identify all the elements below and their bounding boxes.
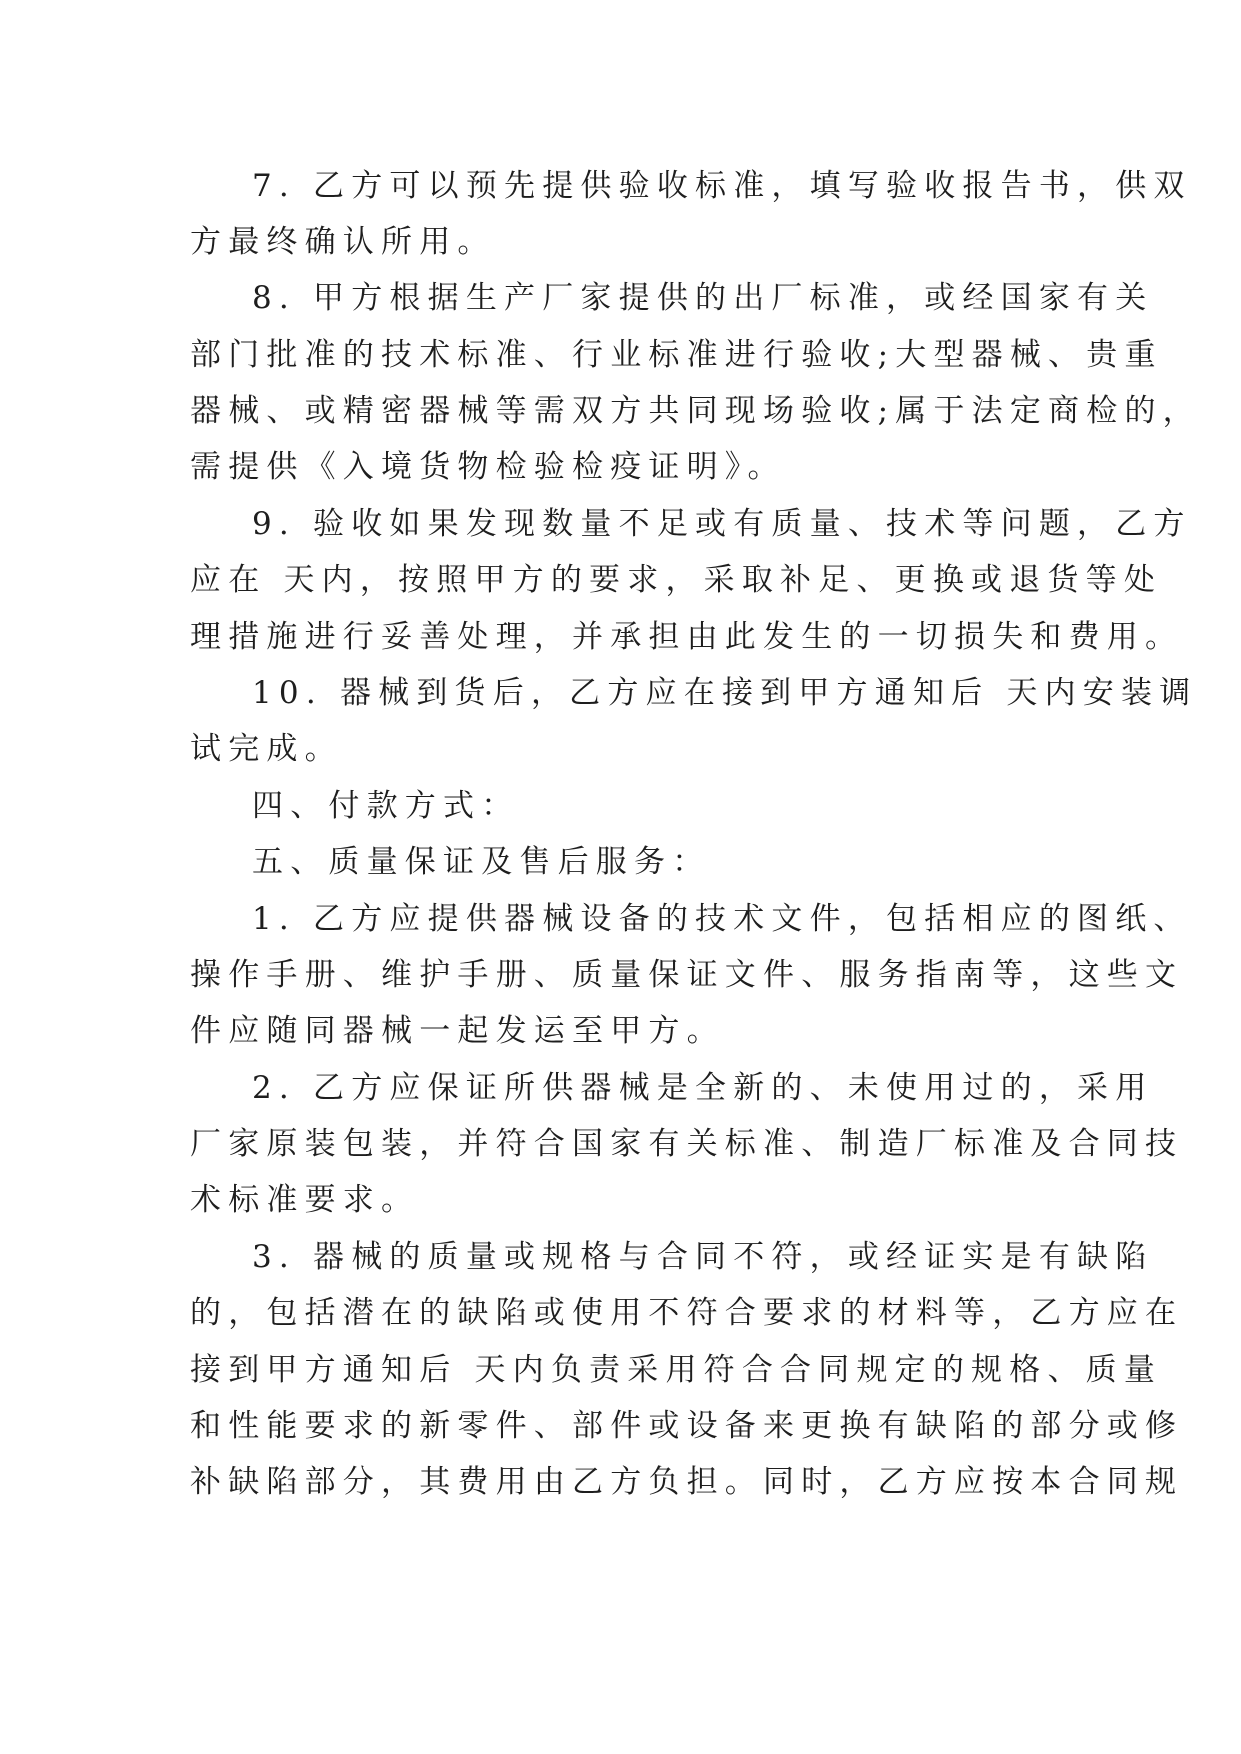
text-line: 术标准要求。	[190, 1182, 420, 1218]
text-line: 8. 甲方根据生产厂家提供的出厂标准，或经国家有关	[252, 280, 1154, 316]
text-line: 方最终确认所用。	[190, 224, 496, 260]
text-line: 10. 器械到货后，乙方应在接到甲方通知后 天内安装调	[252, 675, 1198, 711]
text-line: 7. 乙方可以预先提供验收标准，填写验收报告书，供双	[252, 168, 1192, 204]
text-line: 应在 天内，按照甲方的要求，采取补足、更换或退货等处	[190, 562, 1163, 598]
text-line: 补缺陷部分，其费用由乙方负担。同时，乙方应按本合同规	[190, 1464, 1184, 1500]
text-line: 件应随同器械一起发运至甲方。	[190, 1013, 725, 1049]
text-line: 1. 乙方应提供器械设备的技术文件，包括相应的图纸、	[252, 901, 1192, 937]
text-line: 2. 乙方应保证所供器械是全新的、未使用过的，采用	[252, 1070, 1154, 1106]
text-line: 3. 器械的质量或规格与合同不符，或经证实是有缺陷	[252, 1239, 1154, 1275]
text-line: 9. 验收如果发现数量不足或有质量、技术等问题，乙方	[252, 506, 1192, 542]
section-heading: 四、付款方式：	[252, 788, 520, 824]
text-line: 的，包括潜在的缺陷或使用不符合要求的材料等，乙方应在	[190, 1295, 1184, 1331]
text-line: 试完成。	[190, 731, 343, 767]
text-line: 和性能要求的新零件、部件或设备来更换有缺陷的部分或修	[190, 1408, 1184, 1444]
text-line: 部门批准的技术标准、行业标准进行验收;大型器械、贵重	[190, 337, 1163, 373]
text-line: 接到甲方通知后 天内负责采用符合合同规定的规格、质量	[190, 1352, 1163, 1388]
text-line: 需提供《入境货物检验检疫证明》。	[190, 449, 786, 485]
text-line: 器械、或精密器械等需双方共同现场验收;属于法定商检的，	[190, 393, 1201, 429]
text-line: 厂家原装包装，并符合国家有关标准、制造厂标准及合同技	[190, 1126, 1184, 1162]
text-line: 操作手册、维护手册、质量保证文件、服务指南等，这些文	[190, 957, 1184, 993]
text-line: 理措施进行妥善处理，并承担由此发生的一切损失和费用。	[190, 619, 1184, 655]
section-heading: 五、质量保证及售后服务：	[252, 844, 711, 880]
